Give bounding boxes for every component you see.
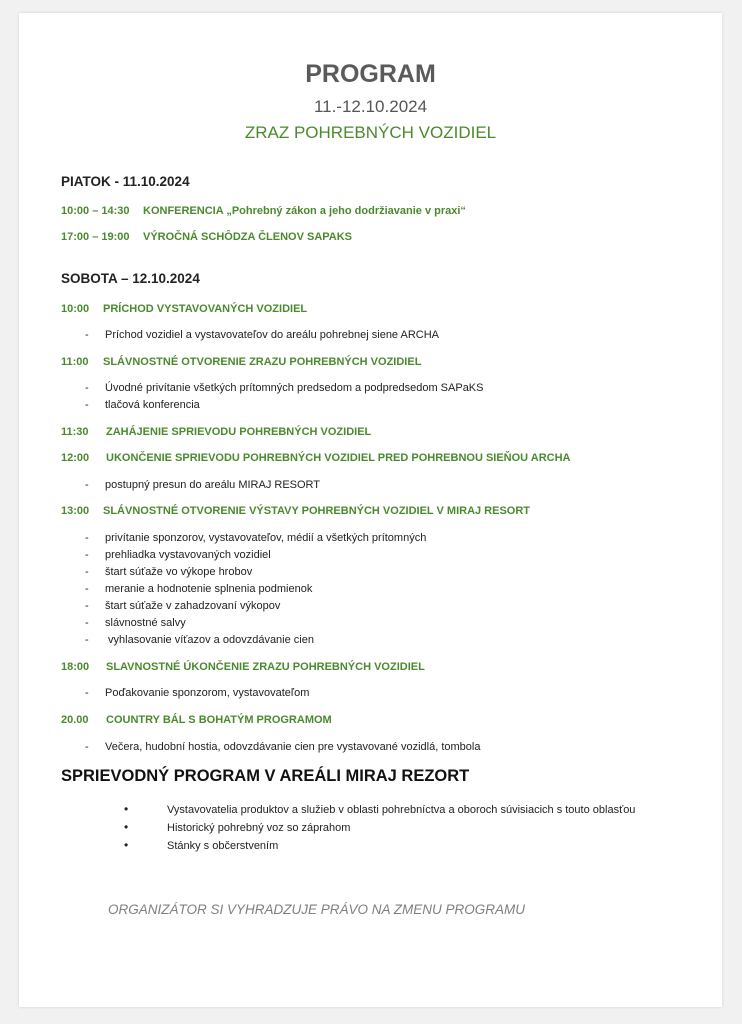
dash-marker: -	[85, 617, 89, 629]
list-item	[85, 583, 312, 595]
program-item	[61, 205, 466, 217]
list-item	[124, 838, 278, 852]
list-item	[85, 532, 426, 544]
program-time: 12:00	[61, 452, 90, 464]
dash-marker: -	[85, 399, 89, 411]
dash-marker: -	[85, 566, 89, 578]
dash-marker: -	[85, 479, 89, 491]
list-item-text: Príchod vozidiel a vystavovateľov do areálu pohrebnej siene ARCHA	[105, 329, 440, 341]
list-item	[85, 687, 309, 699]
dash-marker: -	[85, 741, 89, 753]
dash-marker: -	[85, 634, 89, 646]
list-item-text: Historický pohrebný voz so záprahom	[167, 822, 351, 834]
list-item	[85, 566, 252, 578]
list-item-text: slávnostné salvy	[105, 617, 186, 629]
list-item-text: prehliadka vystavovaných vozidiel	[105, 549, 271, 561]
list-item-text: Vystavovatelia produktov a služieb v oblasti pohrebníctva a oboroch súvisiacich s touto oblasťou	[167, 804, 636, 816]
list-item-text: vyhlasovanie víťazov a odovzdávanie cien	[105, 634, 314, 646]
list-item-text: meranie a hodnotenie splnenia podmienok	[105, 583, 313, 595]
program-time: 17:00 – 19:00	[61, 231, 130, 243]
program-title: ZAHÁJENIE SPRIEVODU POHREBNÝCH VOZIDIEL	[106, 426, 372, 438]
saturday-heading: SOBOTA – 12.10.2024	[61, 271, 200, 286]
list-item-text: privítanie sponzorov, vystavovateľov, médií a všetkých prítomných	[105, 532, 427, 544]
list-item	[85, 617, 186, 629]
program-time: 20.00	[61, 714, 89, 726]
program-title: COUNTRY BÁL S BOHATÝM PROGRAMOM	[106, 714, 332, 726]
list-item-text: Úvodné privítanie všetkých prítomných predsedom a podpredsedom SAPaKS	[105, 382, 484, 394]
list-item	[85, 382, 483, 394]
list-item-text: štart súťaže vo výkope hrobov	[105, 566, 253, 578]
dash-marker: -	[85, 382, 89, 394]
list-item	[85, 741, 480, 753]
program-title: UKONČENIE SPRIEVODU POHREBNÝCH VOZIDIEL PRED POHREBNOU SIEŇOU ARCHA	[106, 452, 571, 464]
program-item	[61, 303, 307, 315]
event-subtitle: ZRAZ POHREBNÝCH VOZIDIEL	[244, 123, 497, 142]
list-item-text: Večera, hudobní hostia, odovzdávanie cien pre vystavované vozidlá, tombola	[105, 741, 481, 753]
list-item	[85, 399, 200, 411]
program-title: SLAVNOSTNÉ ÚKONČENIE ZRAZU POHREBNÝCH VOZIDIEL	[106, 661, 425, 673]
list-item	[85, 329, 439, 341]
program-item	[61, 714, 332, 726]
program-item	[61, 505, 530, 517]
list-item-text: postupný presun do areálu MIRAJ RESORT	[105, 479, 321, 491]
program-item	[61, 426, 371, 438]
program-time: 10:00 – 14:30	[61, 205, 130, 217]
bullet-marker: •	[124, 820, 129, 834]
list-item-text: Poďakovanie sponzorom, vystavovateľom	[105, 687, 310, 699]
program-title: SLÁVNOSTNÉ OTVORENIE ZRAZU POHREBNÝCH VOZIDIEL	[103, 356, 422, 368]
dash-marker: -	[85, 532, 89, 544]
program-title: SLÁVNOSTNÉ OTVORENIE VÝSTAVY POHREBNÝCH VOZIDIEL V MIRAJ RESORT	[103, 505, 531, 517]
program-title: KONFERENCIA „Pohrebný zákon a jeho dodržiavanie v praxi“	[143, 205, 466, 217]
event-dates: 11.-12.10.2024	[313, 97, 428, 116]
list-item	[124, 820, 350, 834]
program-time: 13:00	[61, 505, 90, 517]
bullet-marker: •	[124, 838, 129, 852]
program-time: 11:30	[61, 426, 89, 438]
list-item	[85, 479, 320, 491]
dash-marker: -	[85, 549, 89, 561]
dash-marker: -	[85, 583, 89, 595]
program-item	[61, 661, 425, 673]
page-title: PROGRAM	[305, 60, 436, 88]
program-item	[61, 356, 421, 368]
accompanying-heading: SPRIEVODNÝ PROGRAM V AREÁLI MIRAJ REZORT	[61, 767, 470, 785]
dash-marker: -	[85, 600, 89, 612]
list-item-text: Stánky s občerstvením	[167, 840, 279, 852]
program-time: 11:00	[61, 356, 89, 368]
dash-marker: -	[85, 329, 89, 341]
program-time: 10:00	[61, 303, 90, 315]
list-item	[85, 634, 314, 646]
dash-marker: -	[85, 687, 89, 699]
program-item	[61, 231, 352, 243]
friday-heading: PIATOK - 11.10.2024	[61, 174, 190, 189]
footer-note: ORGANIZÁTOR SI VYHRADZUJE PRÁVO NA ZMENU PROGRAMU	[108, 902, 526, 917]
program-time: 18:00	[61, 661, 90, 673]
document-page	[19, 13, 722, 1007]
program-title: VÝROČNÁ SCHÔDZA ČLENOV SAPAKS	[143, 231, 353, 243]
program-item	[61, 452, 571, 464]
bullet-marker: •	[124, 802, 129, 816]
list-item	[124, 802, 635, 816]
list-item	[85, 600, 280, 612]
list-item	[85, 549, 271, 561]
list-item-text: štart súťaže v zahadzovaní výkopov	[105, 600, 281, 612]
list-item-text: tlačová konferencia	[105, 399, 200, 411]
program-title: PRÍCHOD VYSTAVOVANÝCH VOZIDIEL	[103, 303, 308, 315]
